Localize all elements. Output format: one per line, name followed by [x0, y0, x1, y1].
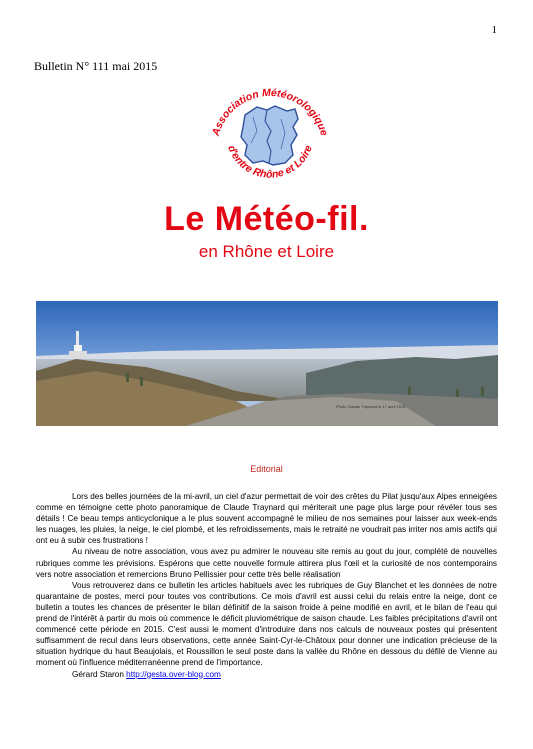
- editorial-body: [36, 491, 497, 680]
- newsletter-subtitle: en Rhône et Loire: [198, 242, 335, 261]
- panorama-photo: [36, 301, 498, 426]
- editorial-paragraph: Lors des belles journées de la mi-avril, un ciel d'azur permettait de voir des crêtes du Pilat jusqu'aux Alpes enneigées comme en témoigne cette photo panoramique de Claude Traynard qui mériterait une page plus large pour révéler tous ses détails ! Ce beau temps anticyclonique a le plus souvent accompagné le milieu de nos semaines pour laisser aux week-ends les nuages, les pluies, la neige, le ciel plombé, et les refroidissements, mais le retraité ne voudrait pas irriter nos amis actifs qui ont eu à subir ces frustrations !: [36, 492, 497, 546]
- editorial-heading: Editorial: [250, 464, 283, 474]
- newsletter-title: Le Météo-fil.: [164, 200, 369, 238]
- svg-text:d'entre Rhône et Loire: d'entre Rhône et Loire: [225, 143, 315, 181]
- bulletin-issue-line: Bulletin N° 111 mai 2015: [34, 59, 158, 73]
- editorial-paragraph: Au niveau de notre association, vous avez pu admirer le nouveau site remis au gout du jour, complété de nouvelles rubriques comme les prévisions. Espérons que cette nouvelle formule attirera plus l'œil et la curiosité de nos contemporains vers notre association et remercions Bruno Pellissier pour cette très belle réalisation: [36, 547, 497, 579]
- editorial-paragraph: Vous retrouverez dans ce bulletin les articles habituels avec les rubriques de Guy Blanchet et les données de notre quarantaine de postes, merci pour toutes vos contributions. Ce mois d'avril est aussi celui du relais entre la neige, dont ce bulletin a toutes les chances de présenter le bilan définitif de la saison froide à peine modifié en avril, et le bilan de l'eau qui prend de l'intérêt à partir du mois où commence le déficit pluviométrique de saison chaude. Les faibles précipitations d'avril ont commencé cette période en 2015. C'est aussi le moment d'introduire dans nos calculs de nouveaux postes qui présentent suffisamment de recul dans leurs observations, cette année Saint-Cyr-le-Châtoux pour donner une indication précieuse de la situation hydrique du haut Beaujolais, et Roussillon le seul poste dans la vallée du Rhône en dessous du défilé de Vienne au moment où l'influence méditerranéenne prend de l'importance.: [36, 580, 497, 668]
- signature-name: Gérard Staron: [72, 669, 124, 679]
- photo-caption: Photo Claude Traynard le 17 avril 2015: [336, 404, 406, 409]
- association-logo: [205, 79, 335, 199]
- svg-text:Association Météorologique: Association Météorologique: [209, 86, 331, 138]
- page-number: 1: [491, 24, 497, 36]
- signature-line: [36, 669, 497, 680]
- map-icon: [241, 106, 298, 165]
- blog-link[interactable]: http://gesta.over-blog.com: [126, 669, 221, 679]
